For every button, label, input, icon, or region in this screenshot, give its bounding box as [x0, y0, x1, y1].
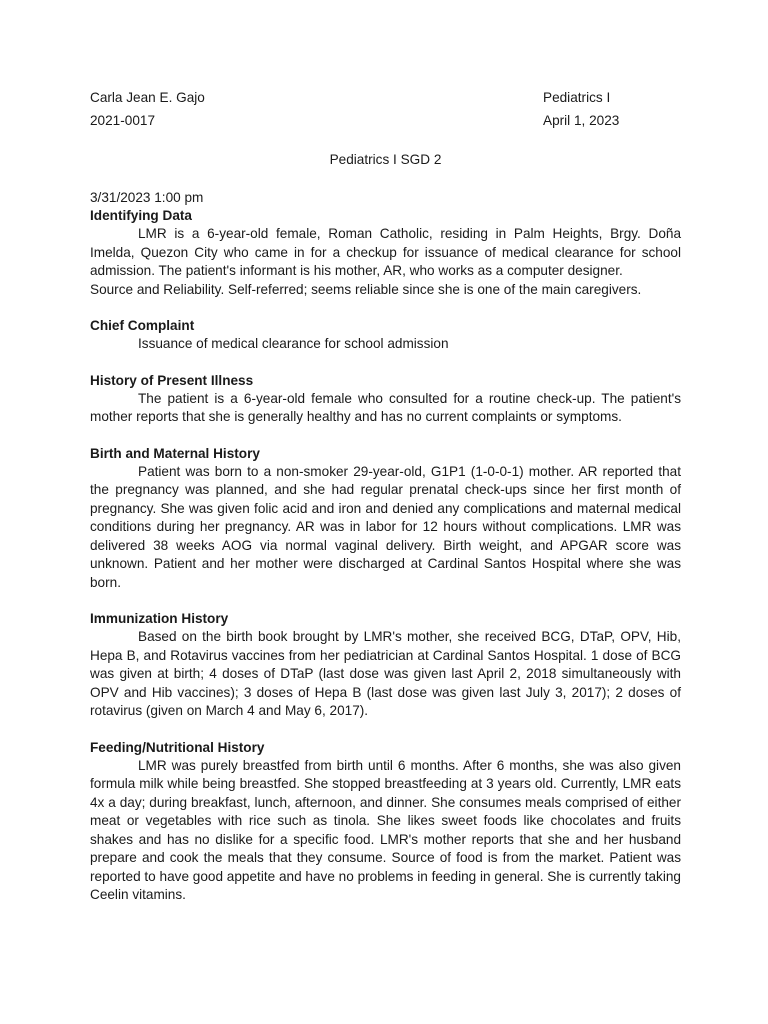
header-left [90, 86, 205, 132]
student-id: 2021-0017 [90, 113, 156, 128]
section-immunization-history [90, 610, 681, 721]
section-paragraph: Source and Reliability. Self-referred; seems reliable since she is one of the main caregivers. [90, 281, 642, 297]
section-paragraph: Based on the birth book brought by LMR's mother, she received BCG, DTaP, OPV, Hib, Hepa B, and Rotavirus vaccines from her pediatrician at Cardinal Santos Hospital. 1 dose of BCG was given at birth; 4 doses of DTaP (last dose was given last April 2, 2018 simultaneously with OPV and Hib vaccines); 3 doses of Hepa B (last dose was given last July 3, 2017); 2 doses of rotavirus (given on March 4 and May 6, 2017). [90, 629, 681, 718]
section-paragraph: The patient is a 6-year-old female who consulted for a routine check-up. The patient's mother reports that she is generally healthy and has no current complaints or symptoms. [90, 390, 681, 424]
section-title: Chief Complaint [90, 318, 195, 333]
document-header [90, 86, 681, 132]
section-title: Birth and Maternal History [90, 445, 260, 461]
section-paragraph: LMR is a 6-year-old female, Roman Catholic, residing in Palm Heights, Brgy. Doña Imelda, Quezon City who came in for a checkup for issuance of medical clearance for school admission. The patient's informant is his mother, AR, who works as a computer designer. [90, 226, 681, 278]
document-page [90, 86, 681, 905]
section-paragraph: Patient was born to a non-smoker 29-year-old, G1P1 (1-0-0-1) mother. AR reported that the pregnancy was planned, and she had regular prenatal check-ups since her first month of pregnancy. She was given folic acid and iron and denied any complications and maternal medical conditions during her pregnancy. AR was in labor for 12 hours without complications. LMR was delivered 38 weeks AOG via normal vaginal delivery. Birth weight, and APGAR score was unknown. Patient and her mother were discharged at Cardinal Santos Hospital where she was born. [90, 463, 681, 590]
section-history-present-illness [90, 372, 681, 427]
section-title: History of Present Illness [90, 372, 254, 388]
section-paragraph: Issuance of medical clearance for school admission [138, 336, 449, 351]
section-paragraph: LMR was purely breastfed from birth until 6 months. After 6 months, she was also given formula milk while being breastfed. She stopped breastfeeding at 3 years old. Currently, LMR eats 4x a day; during breakfast, lunch, afternoon, and dinner. She consumes meals comprised of either meat or vegetables with rice such as tinola. She likes sweet foods like chocolates and fruits shakes and has no dislike for a specific food. LMR's mother reports that she and her husband prepare and cook the meals that they consume. Source of food is from the market. Patient was reported to have good appetite and have no problems in feeding in general. She is currently taking Ceelin vitamins. [90, 757, 681, 902]
section-feeding-nutritional-history [90, 739, 681, 905]
encounter-datetime: 3/31/2023 1:00 pm [90, 190, 204, 205]
author-name: Carla Jean E. Gajo [90, 90, 205, 105]
document-date: April 1, 2023 [543, 113, 620, 128]
section-birth-maternal-history [90, 445, 681, 593]
section-title: Immunization History [90, 611, 229, 626]
section-title: Feeding/Nutritional History [90, 739, 265, 755]
course-name: Pediatrics I [543, 90, 611, 105]
header-right [543, 86, 681, 132]
section-title: Identifying Data [90, 208, 192, 223]
section-identifying-data [90, 207, 681, 299]
document-title: Pediatrics I SGD 2 [329, 152, 442, 167]
section-chief-complaint [90, 317, 681, 354]
